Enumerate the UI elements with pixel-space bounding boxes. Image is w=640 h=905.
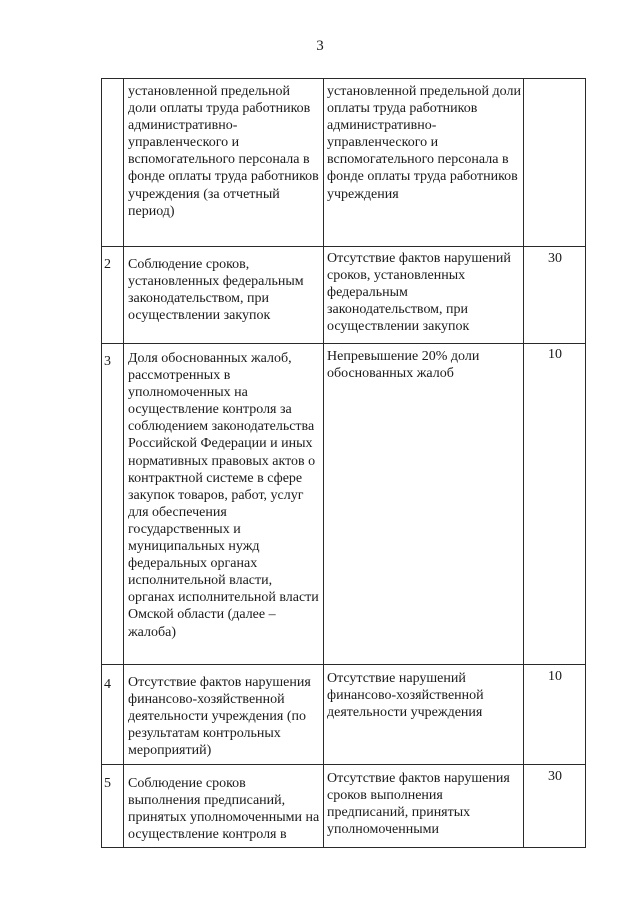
column-divider bbox=[585, 78, 586, 848]
row-number: 5 bbox=[104, 776, 111, 791]
column-divider bbox=[123, 78, 124, 848]
row-divider bbox=[101, 343, 586, 344]
points-cell: 10 bbox=[548, 669, 562, 684]
row-number: 2 bbox=[104, 257, 111, 272]
points-cell: 30 bbox=[548, 251, 562, 266]
table-bottom-border bbox=[101, 847, 586, 848]
row-number: 3 bbox=[104, 354, 111, 369]
points-cell: 10 bbox=[548, 347, 562, 362]
column-divider bbox=[523, 78, 524, 848]
page-number: 3 bbox=[316, 38, 324, 54]
points-cell: 30 bbox=[548, 769, 562, 784]
column-divider bbox=[101, 78, 102, 848]
row-number: 4 bbox=[104, 677, 111, 692]
indicator-cell: установленной предельной доли оплаты труда работников административно-управленческого и вспомогательного персонала в фонде оплаты труда работников учреждения (за отчетный период) bbox=[128, 84, 319, 219]
row-divider bbox=[101, 664, 586, 665]
indicator-cell: Соблюдение сроков, установленных федеральным законодательством, при осуществлении закупок bbox=[128, 257, 304, 324]
criterion-cell: установленной предельной доли оплаты труда работников административно-управленческого и вспомогательного персонала в фонде оплаты труда работников учреждения bbox=[327, 84, 521, 202]
criterion-cell: Отсутствие фактов нарушений сроков, установленных федеральным законодательством, при осуществлении закупок bbox=[327, 251, 511, 335]
criterion-cell: Отсутствие нарушений финансово-хозяйственной деятельности учреждения bbox=[327, 671, 484, 721]
criterion-cell: Непревышение 20% доли обоснованных жалоб bbox=[327, 349, 480, 382]
criterion-cell: Отсутствие фактов нарушения сроков выполнения предписаний, принятых уполномоченными bbox=[327, 771, 510, 838]
table-top-border bbox=[101, 78, 586, 79]
indicator-cell: Соблюдение сроков выполнения предписаний, принятых уполномоченными на осуществление контроля в bbox=[128, 776, 320, 843]
row-divider bbox=[101, 764, 586, 765]
indicator-cell: Отсутствие фактов нарушения финансово-хозяйственной деятельности учреждения (по результатам контрольных мероприятий) bbox=[128, 675, 311, 759]
criteria-table bbox=[101, 78, 586, 848]
indicator-cell: Доля обоснованных жалоб, рассмотренных в уполномоченных на осуществление контроля за соблюдением законодательства Российской Федерации и иных нормативных правовых актов о контрактной системе в сфере закупок товаров, работ, услуг для обеспечения государственных и муниципальных нужд федеральных органах исполнительной власти, органах исполнительной власти Омской области (далее – жалоба) bbox=[128, 351, 319, 640]
row-divider bbox=[101, 246, 586, 247]
column-divider bbox=[323, 78, 324, 848]
